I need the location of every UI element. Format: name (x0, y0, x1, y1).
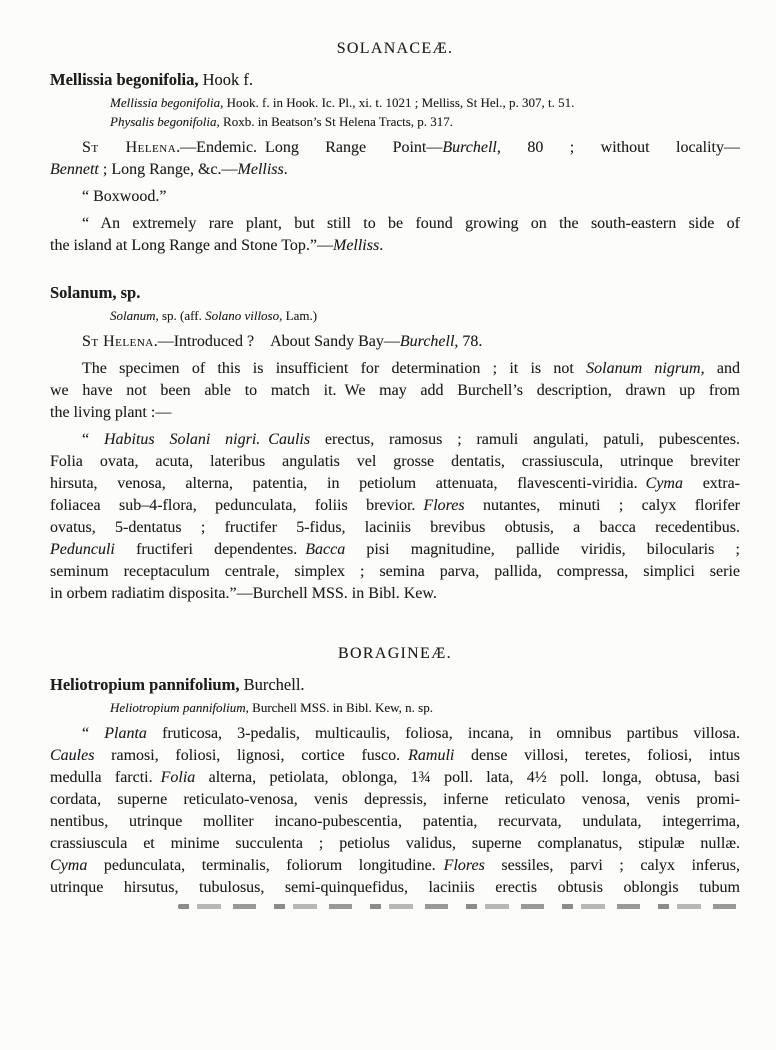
text-line (50, 645, 740, 663)
text-line (50, 93, 740, 112)
text-run: Caulis (268, 431, 311, 448)
species-heading-heliotropium (50, 675, 740, 695)
text-line (50, 517, 740, 539)
text-line (50, 675, 740, 695)
text-line (50, 186, 740, 208)
melliss-quote (50, 213, 740, 257)
text-run: .—Endemic. Long Range Point— (176, 139, 443, 156)
text-run: the island at Long Range and Stone Top.”— (50, 237, 333, 254)
text-run: . (379, 237, 384, 254)
solanum-discussion (50, 358, 740, 424)
text-run: Cyma (645, 475, 683, 492)
burchell-description-heliotropium (50, 723, 740, 899)
text-line (50, 213, 740, 235)
cutoff-next-line-artifact (178, 904, 744, 909)
text-run: Habitus Solani nigri. (103, 431, 261, 448)
text-run: Mellissia begonifolia, (110, 95, 224, 110)
text-line (50, 745, 740, 767)
text-run: Solanum, sp. (50, 283, 141, 302)
distribution-solanum (50, 331, 740, 353)
text-run: BORAGINEÆ. (338, 645, 452, 662)
text-run: cordata, superne reticulato-venosa, venis depressis, inferne reticulato venosa, venis promi- (50, 791, 740, 808)
family-heading-solanaceae (50, 40, 740, 58)
family-heading-boragineae (50, 645, 740, 663)
text-run: Solanum nigrum (586, 360, 701, 377)
text-run: Burchell. (239, 675, 305, 694)
text-run: nentibus, utrinque molliter incano-pubescentia, patentia, recurvata, undulata, integerrima, (50, 813, 740, 830)
text-line (50, 833, 740, 855)
text-run: fruticosa, 3-pedalis, multicaulis, foliosa, incana, in omnibus partibus villosa. (146, 725, 740, 742)
text-run: Hook. f. in Hook. Ic. Pl., xi. t. 1021 ; Melliss, St Hel., p. 307, t. 51. (223, 95, 575, 110)
text-run: sp. (aff. (158, 308, 206, 323)
text-line (50, 306, 740, 325)
text-run: foliacea sub–4-flora, pedunculata, foliis brevior. (50, 497, 424, 514)
text-run: medulla farcti. (50, 769, 161, 786)
common-name-note (50, 186, 740, 208)
text-line (50, 380, 740, 402)
text-line (50, 495, 740, 517)
text-run: pisi magnitudine, pallide viridis, bilocularis ; (345, 541, 740, 558)
text-run: ramosi, foliosi, lignosi, cortice fusco. (94, 747, 409, 764)
burchell-description-solanum (50, 429, 740, 605)
text-run: Solano villoso (205, 308, 280, 323)
text-run: Hook f. (198, 70, 254, 89)
text-run: Heliotropium pannifolium, (50, 675, 240, 694)
text-run: Pedunculi (50, 541, 115, 558)
text-run: extra- (682, 475, 740, 492)
text-run: , and (700, 360, 740, 377)
citations-mellissia (50, 93, 740, 131)
text-run: SOLANACEÆ. (336, 40, 454, 57)
text-line (50, 811, 740, 833)
text-run: Cyma (50, 857, 88, 874)
text-line (50, 70, 740, 90)
text-run: Physalis begonifolia, (110, 114, 220, 129)
text-run: Ramuli (408, 747, 455, 764)
text-line (50, 877, 740, 899)
text-line (50, 402, 740, 424)
text-run: Folia (160, 769, 196, 786)
text-run: , Lam.) (279, 308, 318, 323)
text-line (50, 855, 740, 877)
text-run: “ (82, 725, 105, 742)
text-run: utrinque hirsutus, tubulosus, semi-quinquefidus, laciniis erectis obtusis oblongis tubum (50, 879, 740, 896)
text-line (50, 40, 740, 58)
text-run: pedunculata, terminalis, foliorum longitudine. (87, 857, 444, 874)
text-line (50, 561, 740, 583)
text-run: Roxb. in Beatson’s St Helena Tracts, p. 317. (219, 114, 454, 129)
citations-heliotropium (50, 698, 740, 717)
text-run: St Helena (82, 139, 177, 156)
text-line (50, 473, 740, 495)
text-run: dense villosi, teretes, foliosi, intus (454, 747, 740, 764)
text-run: we have not been able to match it. We may add Burchell’s description, drawn up from (50, 382, 740, 399)
text-line (50, 583, 740, 605)
text-run: Melliss (332, 237, 380, 254)
text-line (50, 331, 740, 353)
text-run: hirsuta, venosa, alterna, patentia, in petiolum attenuata, flavescenti-viridia. (50, 475, 646, 492)
text-line (50, 358, 740, 380)
text-line (50, 789, 740, 811)
text-line (50, 723, 740, 745)
text-run: fructiferi dependentes. (114, 541, 306, 558)
text-run: Solanum, (110, 308, 159, 323)
text-run: Bennett (50, 161, 99, 178)
text-run: “ Boxwood.” (82, 188, 167, 205)
text-run: nutantes, minuti ; calyx florifer (464, 497, 740, 514)
text-line (50, 451, 740, 473)
species-heading-mellissia (50, 70, 740, 90)
text-run: Mellissia begonifolia, (50, 70, 199, 89)
text-run: Bacca (305, 541, 346, 558)
text-run: Heliotropium pannifolium, (110, 700, 249, 715)
text-run: Planta (104, 725, 147, 742)
text-run: The specimen of this is insufficient for determination ; it is not (82, 360, 587, 377)
text-run: Burchell (399, 333, 455, 350)
text-run: crassiuscula et minime succulenta ; petiolus validus, superne complanatus, stipulæ nullæ. (50, 835, 740, 852)
text-run: alterna, petiolata, oblonga, 1¾ poll. lata, 4½ poll. longa, obtusa, basi (195, 769, 740, 786)
text-line (50, 137, 740, 159)
text-run: ; Long Range, &c.— (98, 161, 238, 178)
text-line (50, 112, 740, 131)
text-run: Flores (423, 497, 465, 514)
text-run: Burchell MSS. in Bibl. Kew, n. sp. (248, 700, 433, 715)
text-run: the living plant :— (50, 404, 172, 421)
citations-solanum (50, 306, 740, 325)
distribution-mellissia (50, 137, 740, 181)
text-run: , 78. (454, 333, 483, 350)
text-run: erectus, ramosus ; ramuli angulati, patuli, pubescentes. (310, 431, 740, 448)
text-run: seminum receptaculum centrale, simplex ; semina parva, pallida, compressa, simplici serie (50, 563, 740, 580)
text-run: “ (82, 431, 104, 448)
species-heading-solanum (50, 283, 740, 303)
text-line (50, 698, 740, 717)
text-run: ovatus, 5-dentatus ; fructifer 5-fidus, laciniis brevibus obtusis, a bacca recedentibus. (50, 519, 740, 536)
text-line (50, 159, 740, 181)
text-run: St Helena (82, 333, 154, 350)
text-run: Flores (443, 857, 485, 874)
text-line (50, 283, 740, 303)
text-run: Folia ovata, acuta, lateribus angulatis vel grosse dentatis, crassiuscula, utrinque breviter (50, 453, 740, 470)
text-line (50, 539, 740, 561)
text-run: Melliss (237, 161, 284, 178)
text-run: sessiles, parvi ; calyx inferus, (484, 857, 740, 874)
text-run: Burchell (442, 139, 497, 156)
text-run: . (283, 161, 288, 178)
text-line (50, 429, 740, 451)
text-run: “ An extremely rare plant, but still to be found growing on the south-eastern side of (82, 215, 740, 232)
text-line (50, 235, 740, 257)
text-run: .—Introduced ? About Sandy Bay— (153, 333, 400, 350)
text-line (50, 767, 740, 789)
text-run: , 80 ; without locality— (496, 139, 740, 156)
text-run: Caules (50, 747, 95, 764)
text-run: in orbem radiatim disposita.”—Burchell MSS. in Bibl. Kew. (50, 585, 437, 602)
